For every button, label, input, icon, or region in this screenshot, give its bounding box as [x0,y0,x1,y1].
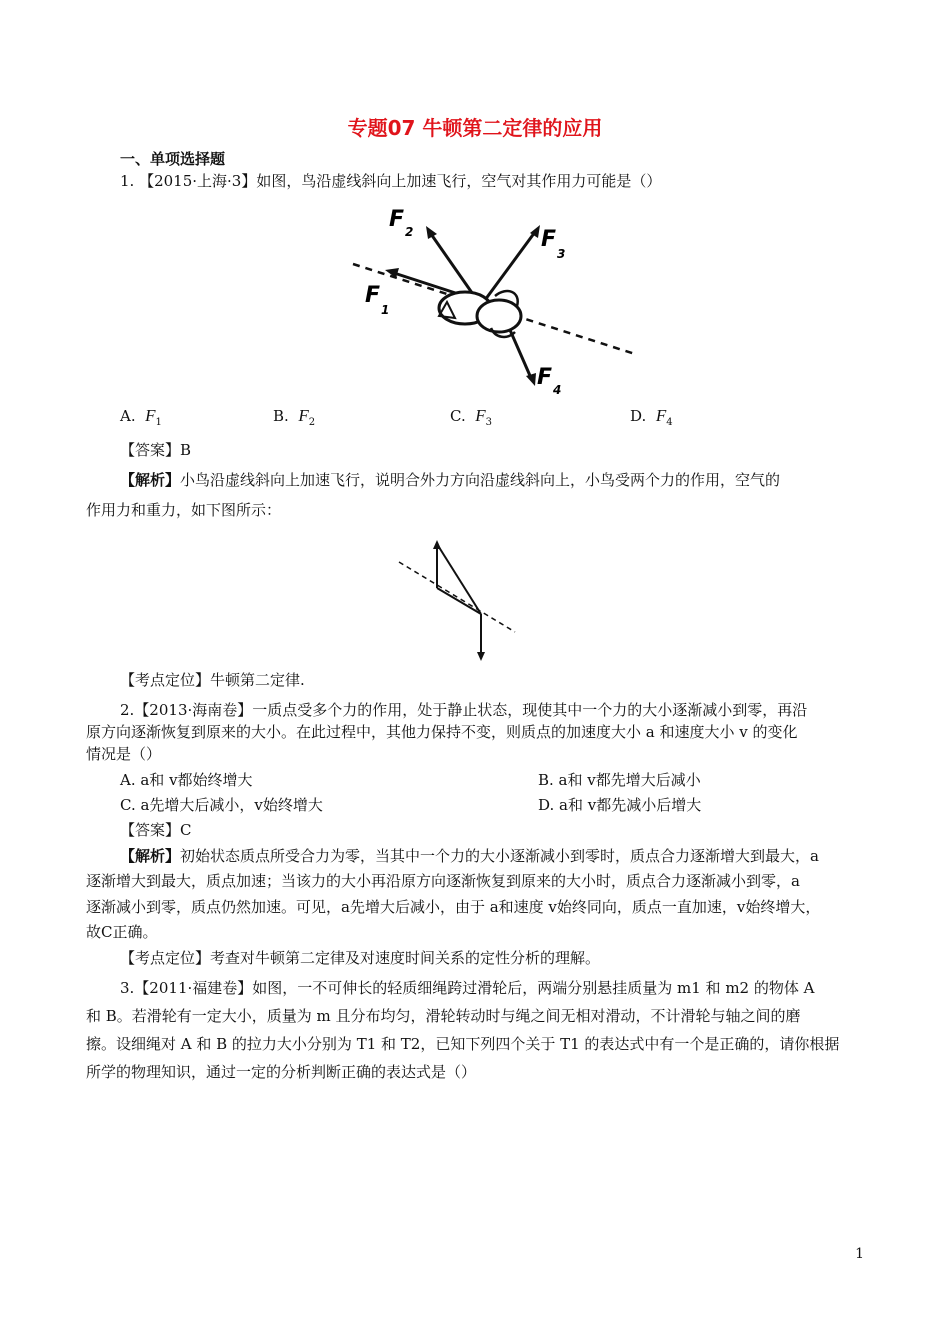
q1-option-d[interactable]: D. $F_4$ [630,406,673,428]
q1-option-c[interactable]: C. $F_3$ [450,406,493,428]
q2-key-point: 【考点定位】考查对牛顿第二定律及对速度时间关系的定性分析的理解。 [120,949,601,967]
q1-answer: 【答案】B [120,441,192,459]
q2-analysis-line-1: 【解析】初始状态质点所受合力为零，当其中一个力的大小逐渐减小到零时，质点合力逐渐增大到最大，a [120,847,819,865]
label-f2: F [389,207,405,232]
q3-stem-line-3: 擦。设细绳对 A 和 B 的拉力大小分别为 T1 和 T2，已知下列四个关于 T1 的表达式中有一个是正确的，请你根据 [86,1035,840,1053]
label-f4-sub: 4 [553,383,562,397]
q2-stem-line-1: 2.【2013·海南卷】一质点受多个力的作用，处于静止状态，现使其中一个力的大小逐渐减小到零，再沿 [120,701,808,719]
q1-stem: 1. 【2015·上海·3】如图，鸟沿虚线斜向上加速飞行，空气对其作用力可能是（） [120,172,662,190]
label-f1: F [365,283,381,308]
label-f4: F [537,365,553,390]
page-title: 专题07 牛顿第二定律的应用 [347,116,603,140]
q1-analysis-line-2: 作用力和重力，如下图所示： [86,501,282,519]
q2-option-c[interactable]: C. a先增大后减小，v始终增大 [120,796,323,814]
q2-option-b[interactable]: B. a和 v都先增大后减小 [538,771,701,789]
q2-stem-line-3: 情况是（） [86,745,162,763]
q1-bird-figure [345,198,645,398]
q2-answer: 【答案】C [120,821,192,839]
q2-analysis-line-4: 故C正确。 [86,923,158,941]
q3-stem-line-4: 所学的物理知识，通过一定的分析判断正确的表达式是（） [86,1063,477,1081]
q2-option-a[interactable]: A. a和 v都始终增大 [120,771,253,789]
section-heading: 一、单项选择题 [120,150,226,168]
label-f3-sub: 3 [557,247,566,261]
q1-key-point: 【考点定位】牛顿第二定律. [120,671,305,689]
q2-option-d[interactable]: D. a和 v都先减小后增大 [538,796,702,814]
q2-analysis-line-2: 逐渐增大到最大，质点加速；当该力的大小再沿原方向逐渐恢复到原来的大小时，质点合力逐渐减小到零，a [86,872,800,890]
label-f2-sub: 2 [405,225,414,239]
q1-analysis-line-1: 【解析】小鸟沿虚线斜向上加速飞行，说明合外力方向沿虚线斜向上，小鸟受两个力的作用，空气的 [120,471,781,489]
q2-stem-line-2: 原方向逐渐恢复到原来的大小。在此过程中，其他力保持不变，则质点的加速度大小 a 和速度大小 v 的变化 [86,723,798,741]
q3-stem-line-1: 3.【2011·福建卷】如图，一不可伸长的轻质细绳跨过滑轮后，两端分别悬挂质量为 m1 和 m2 的物体 A [120,979,815,997]
q3-stem-line-2: 和 B。若滑轮有一定大小，质量为 m 且分布均匀，滑轮转动时与绳之间无相对滑动，不计滑轮与轴之间的磨 [86,1007,801,1025]
q1-force-diagram [395,540,520,665]
label-f1-sub: 1 [381,303,390,317]
q2-analysis-line-3: 逐渐减小到零，质点仍然加速。可见，a先增大后减小，由于 a和速度 v始终同向，质点一直加速，v始终增大， [86,898,821,916]
q1-option-a[interactable]: A. $F_1$ [120,406,162,428]
q1-option-b[interactable]: B. $F_2$ [273,406,316,428]
label-f3: F [541,227,557,252]
page-number: 1 [855,1246,864,1262]
